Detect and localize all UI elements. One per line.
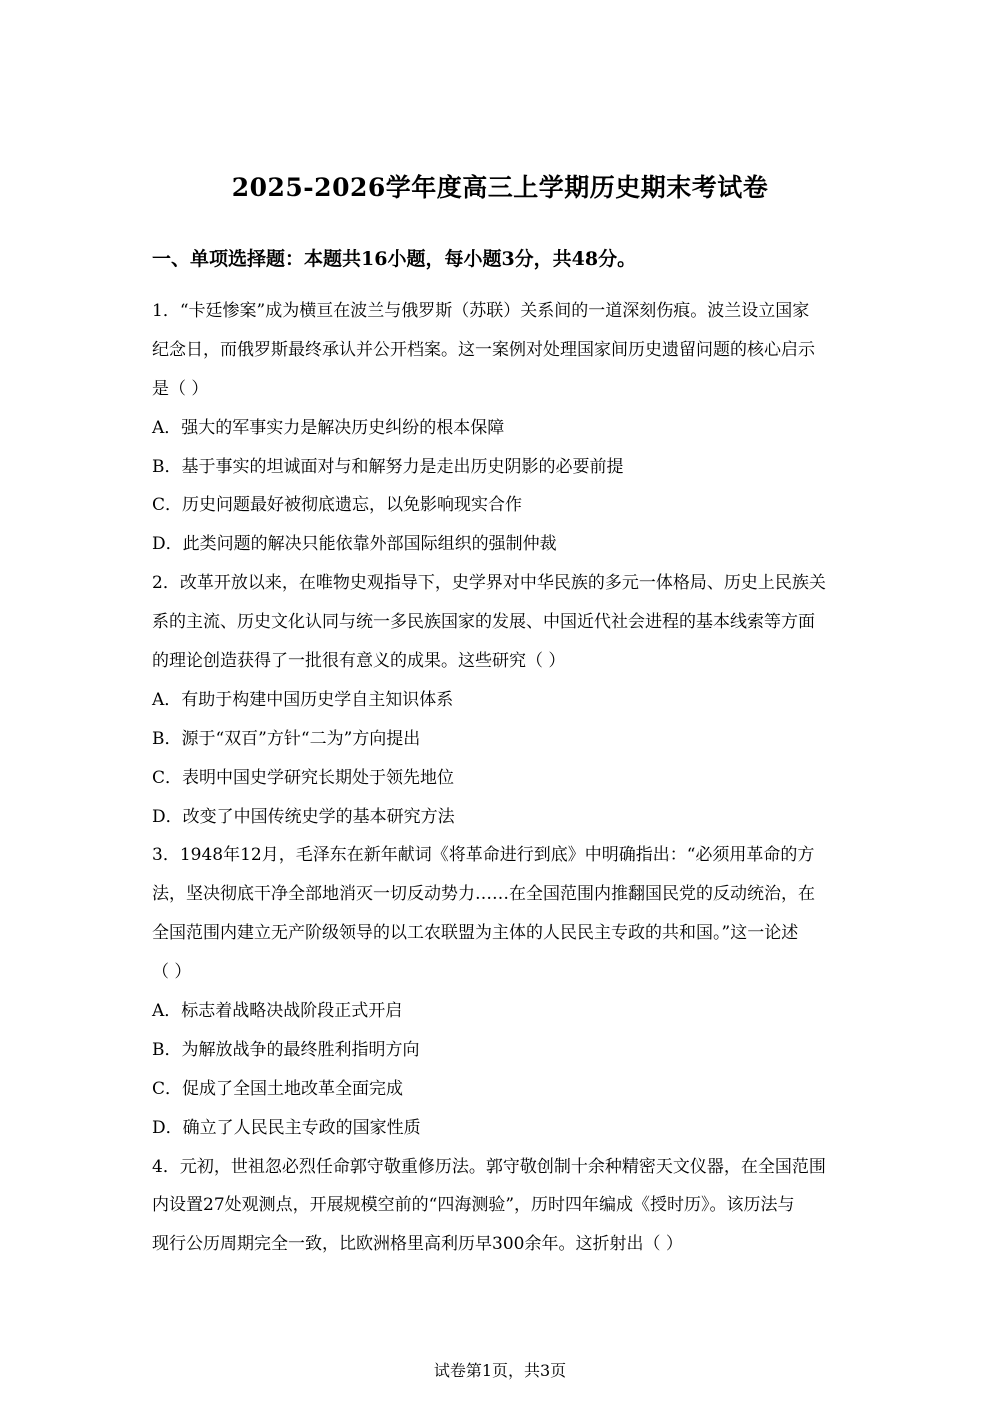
option-d[interactable]: D．此类问题的解决只能依靠外部国际组织的强制仲裁: [152, 534, 557, 555]
question-stem-line: 是（ ）: [152, 378, 209, 399]
option-b[interactable]: B．基于事实的坦诚面对与和解努力是走出历史阴影的必要前提: [152, 456, 624, 477]
exam-title: 2025-2026学年度高三上学期历史期末考试卷: [231, 173, 769, 202]
option-c[interactable]: C．表明中国史学研究长期处于领先地位: [152, 767, 455, 788]
page-footer: 试卷第1页，共3页: [433, 1361, 567, 1380]
question-stem-line: 现行公历周期完全一致，比欧洲格里高利历早300余年。这折射出（ ）: [152, 1234, 683, 1255]
question-list: [152, 292, 852, 1264]
question-stem-line: （ ）: [152, 962, 192, 983]
option-c[interactable]: C．历史问题最好被彻底遗忘，以免影响现实合作: [152, 495, 523, 516]
option-c[interactable]: C．促成了全国土地改革全面完成: [152, 1078, 404, 1099]
question-stem-line: 1．“卡廷惨案”成为横亘在波兰与俄罗斯（苏联）关系间的一道深刻伤痕。波兰设立国家: [152, 301, 810, 321]
question-4: [152, 1148, 852, 1265]
question-stem-line: 纪念日，而俄罗斯最终承认并公开档案。这一案例对处理国家间历史遗留问题的核心启示: [152, 339, 815, 360]
question-stem-line: 系的主流、历史文化认同与统一多民族国家的发展、中国近代社会进程的基本线索等方面: [152, 612, 815, 633]
option-b[interactable]: B．源于“双百”方针“二为”方向提出: [152, 728, 421, 749]
question-1: [152, 292, 852, 564]
question-stem-line: 全国范围内建立无产阶级领导的以工农联盟为主体的人民民主专政的共和国。”这一论述: [152, 923, 799, 944]
question-stem-line: 内设置27处观测点，开展规模空前的“四海测验”，历时四年编成《授时历》。该历法与: [152, 1195, 795, 1216]
option-b[interactable]: B．为解放战争的最终胜利指明方向: [152, 1039, 420, 1060]
question-stem-line: 2．改革开放以来，在唯物史观指导下，史学界对中华民族的多元一体格局、历史上民族关: [152, 573, 826, 594]
option-a[interactable]: A．标志着战略决战阶段正式开启: [152, 1001, 403, 1022]
option-d[interactable]: D．改变了中国传统史学的基本研究方法: [152, 806, 455, 827]
question-stem-line: 的理论创造获得了一批很有意义的成果。这些研究（ ）: [152, 651, 566, 672]
question-3: [152, 836, 852, 1147]
option-d[interactable]: D．确立了人民民主专政的国家性质: [152, 1117, 421, 1138]
question-stem-line: 法，坚决彻底干净全部地消灭一切反动势力……在全国范围内推翻国民党的反动统治，在: [152, 884, 815, 905]
option-a[interactable]: A．有助于构建中国历史学自主知识体系: [152, 689, 454, 710]
question-2: [152, 564, 852, 836]
option-a[interactable]: A．强大的军事实力是解决历史纠纷的根本保障: [152, 417, 505, 438]
question-stem-line: 4．元初，世祖忽必烈任命郭守敬重修历法。郭守敬创制十余种精密天文仪器，在全国范围: [152, 1156, 826, 1177]
question-stem-line: 3．1948年12月，毛泽东在新年献词《将革命进行到底》中明确指出：“必须用革命的方: [152, 845, 815, 866]
section-heading: 一、单项选择题：本题共16小题，每小题3分，共48分。: [152, 248, 637, 270]
